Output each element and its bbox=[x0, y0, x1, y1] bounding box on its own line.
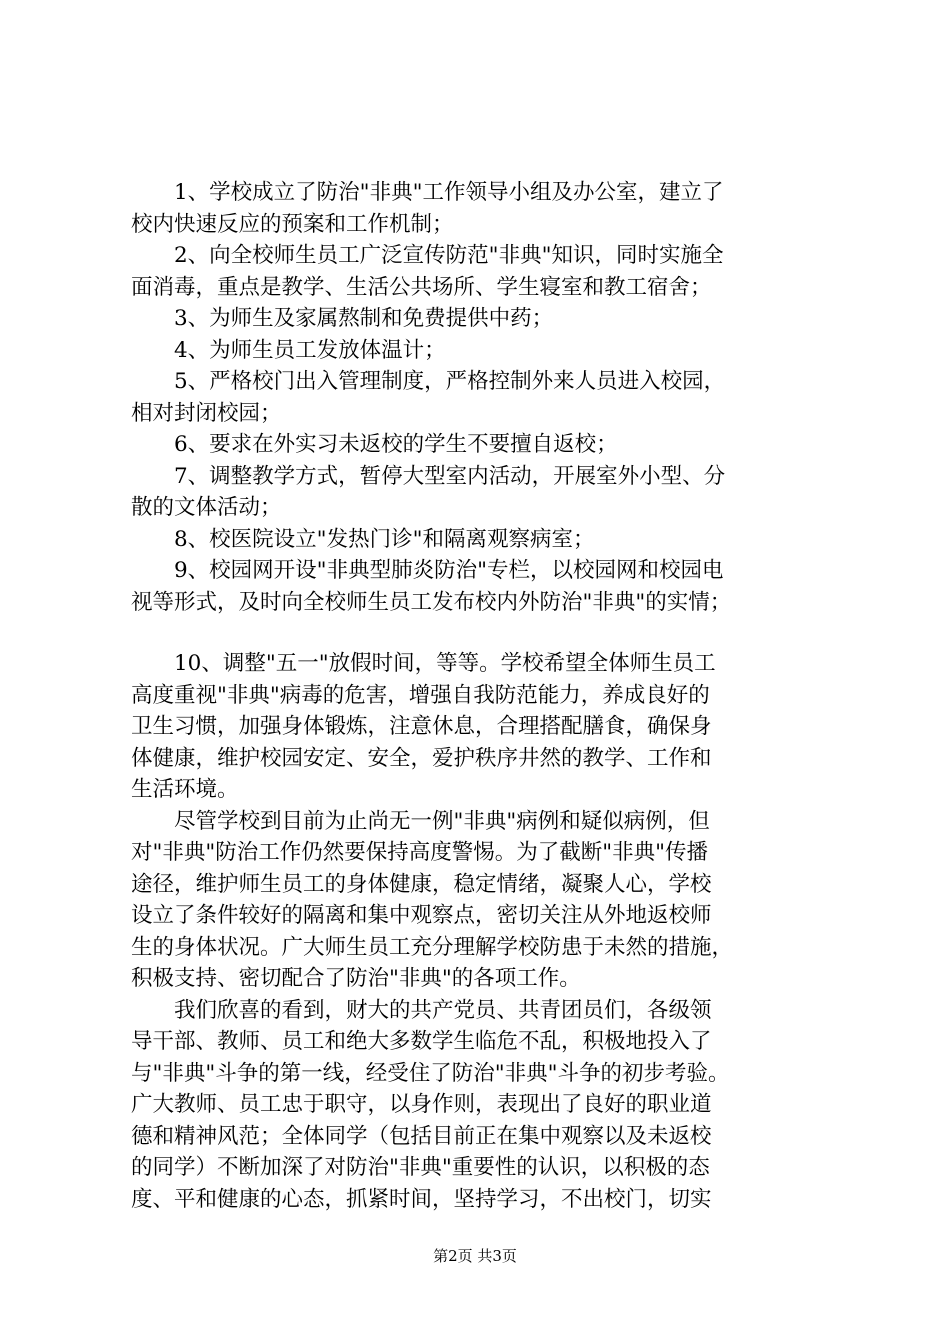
text-line: 2、向全校师生员工广泛宣传防范"非典"知识，同时实施全 bbox=[174, 243, 724, 268]
text-line: 设立了条件较好的隔离和集中观察点，密切关注从外地返校师 bbox=[131, 903, 712, 928]
text-line: 校内快速反应的预案和工作机制； bbox=[131, 211, 454, 237]
text-line: 1、学校成立了防治"非典"工作领导小组及办公室，建立了 bbox=[174, 180, 724, 205]
text-line: 对"非典"防治工作仍然要保持高度警惕。为了截断"非典"传播 bbox=[131, 840, 709, 865]
text-line: 卫生习惯，加强身体锻炼，注意休息，合理搭配膳食，确保身 bbox=[131, 714, 712, 739]
text-line: 面消毒，重点是教学、生活公共场所、学生寝室和教工宿舍； bbox=[131, 274, 712, 300]
text-line: 生活环境。 bbox=[131, 777, 239, 802]
text-line: 导干部、教师、员工和绝大多数学生临危不乱，积极地投入了 bbox=[131, 1029, 712, 1054]
text-line: 积极支持、密切配合了防治"非典"的各项工作。 bbox=[131, 966, 581, 991]
text-line: 视等形式，及时向全校师生员工发布校内外防治"非典"的实情； bbox=[131, 589, 732, 615]
text-line: 10、调整"五一"放假时间，等等。学校希望全体师生员工 bbox=[174, 651, 716, 676]
text-line: 体健康，维护校园安定、安全，爱护秩序井然的教学、工作和 bbox=[131, 745, 712, 771]
text-line: 相对封闭校园； bbox=[131, 400, 282, 426]
text-line: 7、调整教学方式，暂停大型室内活动，开展室外小型、分 bbox=[174, 463, 726, 489]
document-body bbox=[131, 177, 831, 1215]
text-line: 度、平和健康的心态，抓紧时间，坚持学习，不出校门，切实 bbox=[131, 1186, 712, 1212]
text-line: 与"非典"斗争的第一线，经受住了防治"非典"斗争的初步考验。 bbox=[131, 1060, 730, 1086]
text-line: 散的文体活动； bbox=[131, 495, 282, 520]
text-line: 途径，维护师生员工的身体健康，稳定情绪，凝聚人心，学校 bbox=[131, 871, 712, 897]
text-line: 5、严格校门出入管理制度，严格控制外来人员进入校园， bbox=[174, 369, 726, 394]
text-line: 的同学）不断加深了对防治"非典"重要性的认识，以积极的态 bbox=[131, 1155, 710, 1180]
text-line: 生的身体状况。广大师生员工充分理解学校防患于未然的措施， bbox=[131, 934, 734, 960]
page-footer: 第2页 共3页 bbox=[433, 1247, 517, 1265]
text-line: 9、校园网开设"非典型肺炎防治"专栏，以校园网和校园电 bbox=[174, 558, 724, 583]
text-line: 尽管学校到目前为止尚无一例"非典"病例和疑似病例，但 bbox=[174, 808, 710, 834]
text-line: 广大教师、员工忠于职守，以身作则，表现出了良好的职业道 bbox=[131, 1092, 712, 1117]
text-line: 6、要求在外实习未返校的学生不要擅自返校； bbox=[174, 432, 618, 457]
text-line: 德和精神风范；全体同学（包括目前正在集中观察以及未返校 bbox=[131, 1123, 712, 1149]
text-line: 高度重视"非典"病毒的危害，增强自我防范能力，养成良好的 bbox=[131, 682, 710, 708]
text-line: 4、为师生员工发放体温计； bbox=[174, 337, 446, 363]
text-line: 我们欣喜的看到，财大的共产党员、共青团员们，各级领 bbox=[174, 997, 712, 1023]
text-line: 8、校医院设立"发热门诊"和隔离观察病室； bbox=[174, 526, 595, 552]
text-line: 3、为师生及家属熬制和免费提供中药； bbox=[174, 306, 554, 331]
paragraph-gap bbox=[131, 618, 831, 648]
